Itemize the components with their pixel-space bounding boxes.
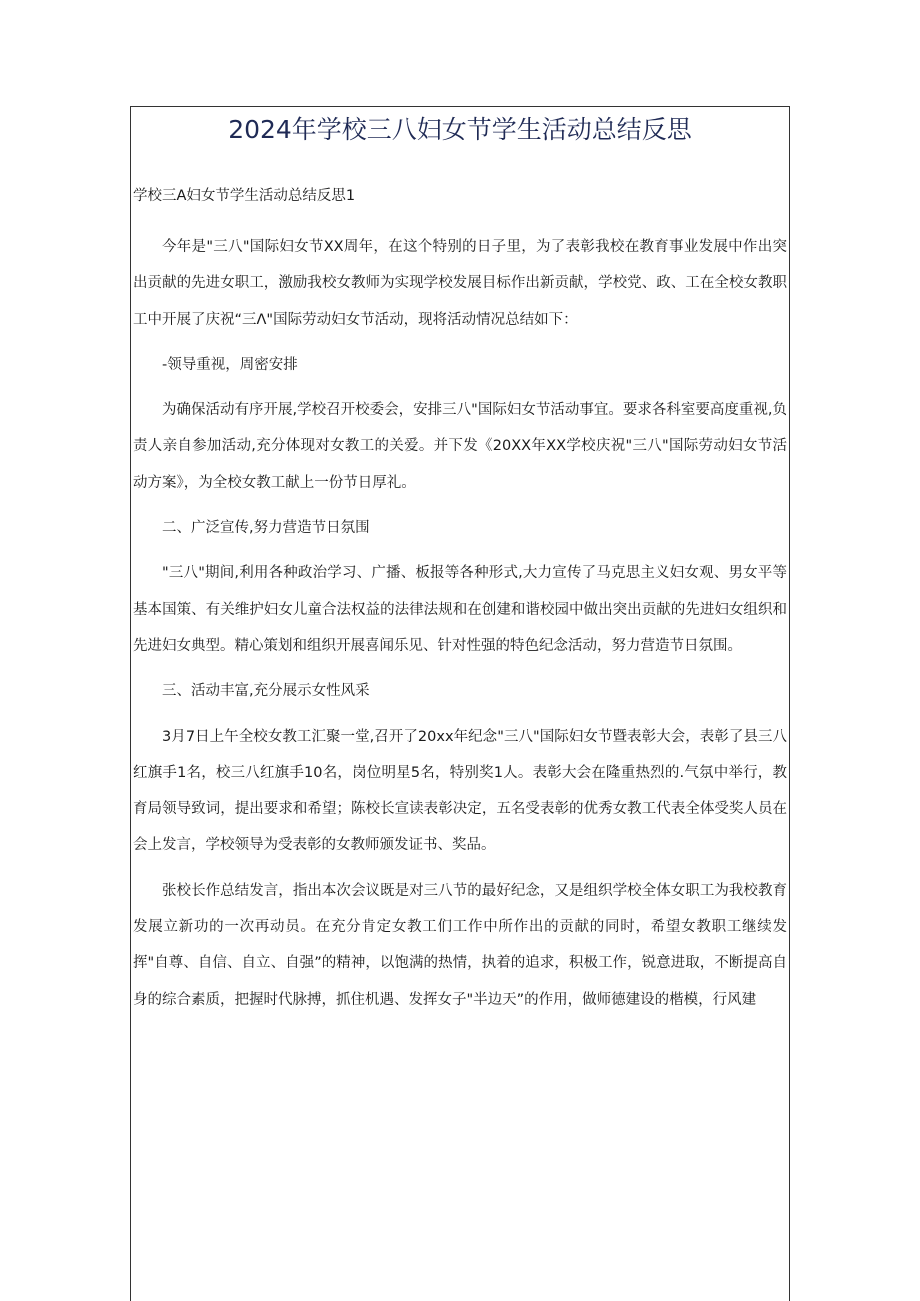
body-paragraph: 今年是"三八"国际妇女节XX周年，在这个特别的日子里，为了表彰我校在教育事业发展中作出突出贡献的先进女职工，激励我校女教师为实现学校发展目标作出新贡献，学校党、政、工在全校女教职工中开展了庆祝“三Λ"国际劳动妇女节活动，现将活动情况总结如下：: [133, 239, 787, 328]
document-body: [133, 184, 787, 1027]
section-heading: -领导重视，周密安排: [162, 356, 298, 373]
body-paragraph: "三八"期间,利用各种政治学习、广播、板报等各种形式,大力宣传了马克思主义妇女观、男女平等基本国策、有关维护妇女儿童合法权益的法律法规和在创建和谐校园中做出突出贡献的先进妇女组织和先进妇女典型。精心策划和组织开展喜闻乐见、针对性强的特色纪念活动，努力营造节日氛围。: [133, 565, 787, 654]
body-paragraph: 3月7日上午全校女教工汇聚一堂,召开了20xx年纪念"三八"国际妇女节暨表彰大会，表彰了县三八红旗手1名，校三八红旗手10名，岗位明星5名，特别奖1人。表彰大会在隆重热烈的.气氛中举行，教育局领导致词，提出要求和希望；陈校长宣读表彰决定，五名受表彰的优秀女教工代表全体受奖人员在会上发言，学校领导为受表彰的女教师颁发证书、奖品。: [133, 728, 787, 854]
section-heading: 二、广泛宣传,努力营造节日氛围: [162, 520, 370, 537]
body-paragraph: 为确保活动有序开展,学校召开校委会，安排三八"国际妇女节活动事宜。要求各科室要高度重视,负责人亲自参加活动,充分体现对女教工的关爱。并下发《20XX年XX学校庆祝"三八"国际劳动妇女节活动方案》，为全校女教工献上一份节日厚礼。: [133, 402, 787, 491]
document-title: 2024年学校三八妇女节学生活动总结反思: [228, 115, 692, 144]
paragraph-list: [133, 229, 787, 1018]
document-subtitle: 学校三A妇女节学生活动总结反思1: [133, 188, 356, 204]
body-paragraph: 张校长作总结发言，指出本次会议既是对三八节的最好纪念，又是组织学校全体女职工为我校教育发展立新功的一次再动员。在充分肯定女教工们工作中所作出的贡献的同时，希望女教职工继续发挥"自尊、自信、自立、自强”的精神，以饱满的热情，执着的追求，积极工作，锐意进取，不断提高自身的综合素质，把握时代脉搏，抓住机遇、发挥女子"半边天”的作用，做师德建设的楷模，行风建: [133, 882, 787, 1008]
section-heading: 三、活动丰富,充分展示女性风采: [162, 683, 370, 700]
